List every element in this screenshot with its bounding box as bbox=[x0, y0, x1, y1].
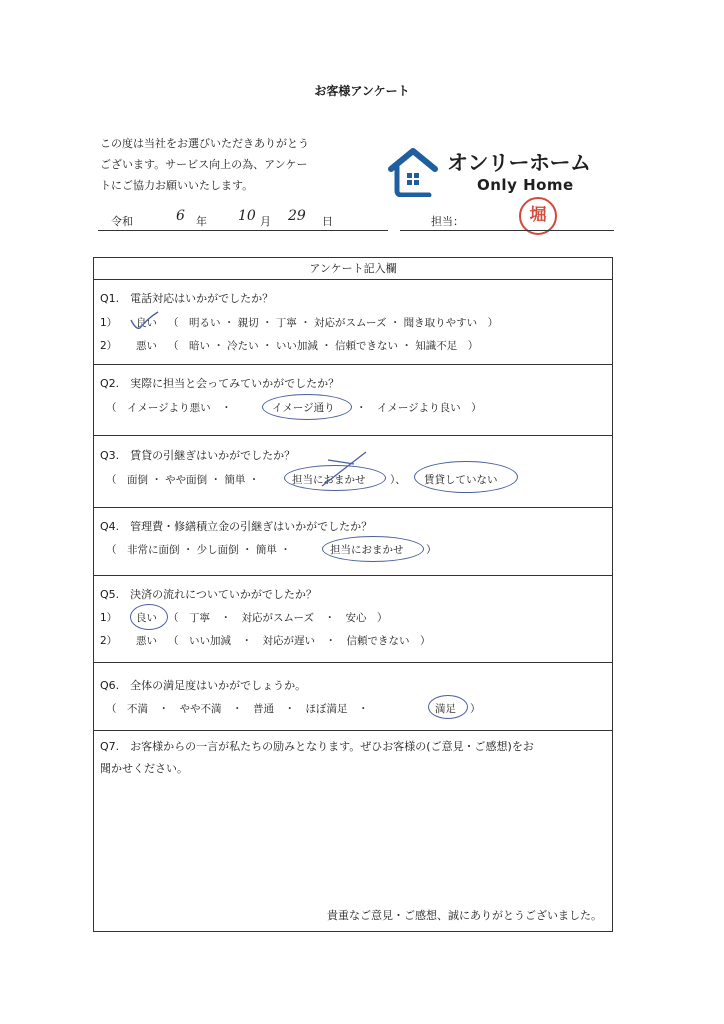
selected-circle bbox=[414, 461, 518, 493]
q3-option-crossed[interactable]: 担当におまかせ bbox=[292, 474, 366, 486]
q1-question: Q1. 電話対応はいかがでしたか？ bbox=[100, 292, 274, 305]
q6-option-selected[interactable]: 満足 bbox=[435, 703, 456, 715]
q3-option-prefix: （ 面倒 ・ やや面倒 ・ 簡単 ・ bbox=[106, 474, 260, 486]
q2-option-selected[interactable]: イメージ通り bbox=[272, 402, 335, 414]
q5-option1-number: 1） bbox=[100, 612, 118, 624]
question-divider bbox=[94, 730, 612, 731]
q2-question: Q2. 実際に担当と会ってみていかがでしたか？ bbox=[100, 377, 340, 390]
date-year-unit: 年 bbox=[196, 215, 207, 228]
greeting-line: この度は当社をお選びいただきありがとう bbox=[100, 137, 309, 150]
q4-option-prefix: （ 非常に面倒 ・ 少し面倒 ・ 簡単 ・ bbox=[106, 544, 291, 556]
q4-option-suffix: ） bbox=[426, 544, 437, 556]
footer-thanks: 貴重なご意見・ご感想、誠にありがとうございました。 bbox=[327, 909, 602, 922]
q1-option1-label[interactable]: 良い bbox=[136, 317, 157, 329]
date-day-unit: 日 bbox=[322, 215, 333, 228]
q7-question-line2: 聞かせください。 bbox=[100, 762, 188, 775]
greeting-line: ございます。サービス向上の為、アンケー bbox=[100, 158, 308, 171]
cross-out-icon bbox=[314, 448, 374, 488]
q1-option2-detail: （ 暗い ・ 冷たい ・ いい加減 ・ 信頼できない ・ 知識不足 ） bbox=[168, 340, 479, 352]
selected-circle bbox=[428, 695, 468, 719]
q6-option-prefix: （ 不満 ・ やや不満 ・ 普通 ・ ほぼ満足 ・ bbox=[106, 703, 369, 715]
date-underline bbox=[98, 230, 388, 231]
selected-circle bbox=[130, 604, 168, 630]
q3-question: Q3. 賃貸の引継ぎはいかがでしたか？ bbox=[100, 449, 296, 462]
question-divider bbox=[94, 435, 612, 436]
q4-question: Q4. 管理費・修繕積立金の引継ぎはいかがでしたか？ bbox=[100, 520, 373, 533]
q1-option2-label[interactable]: 悪い bbox=[136, 340, 157, 352]
q5-option1-detail: （ 丁寧 ・ 対応がスムーズ ・ 安心 ） bbox=[168, 612, 388, 624]
date-month: 10 bbox=[238, 208, 256, 224]
date-era: 令和 bbox=[111, 215, 133, 228]
tanto-label: 担当： bbox=[431, 215, 464, 228]
q6-question: Q6. 全体の満足度はいかがでしょうか。 bbox=[100, 679, 307, 692]
q6-option-suffix: ） bbox=[470, 703, 481, 715]
q1-option2-number: 2） bbox=[100, 340, 118, 352]
check-mark-icon bbox=[128, 310, 160, 332]
q2-option-suffix: ・ イメージより良い ） bbox=[356, 402, 482, 414]
page-title: お客様アンケート bbox=[314, 84, 410, 98]
logo-japanese-name: オンリーホーム bbox=[447, 151, 591, 175]
q4-option-selected[interactable]: 担当におまかせ bbox=[330, 544, 404, 556]
date-month-unit: 月 bbox=[260, 215, 271, 228]
question-divider bbox=[94, 364, 612, 365]
selected-circle bbox=[322, 536, 424, 562]
company-logo bbox=[385, 145, 615, 197]
hanko-stamp: 堀 bbox=[519, 197, 557, 235]
greeting-text bbox=[100, 133, 380, 196]
selected-circle bbox=[262, 394, 352, 420]
survey-form bbox=[93, 257, 613, 932]
q5-option2-detail: （ いい加減 ・ 対応が遅い ・ 信頼できない ） bbox=[168, 635, 431, 647]
q2-option-prefix: （ イメージより悪い ・ bbox=[106, 402, 232, 414]
q3-option-separator: ）、 bbox=[390, 474, 406, 486]
date-year: 6 bbox=[176, 208, 185, 224]
date-day: 29 bbox=[288, 208, 306, 224]
question-divider bbox=[94, 507, 612, 508]
q5-option2-label[interactable]: 悪い bbox=[136, 635, 157, 647]
tanto-underline bbox=[400, 230, 614, 231]
q5-option1-label[interactable]: 良い bbox=[136, 612, 157, 624]
q1-option1-detail: （ 明るい ・ 親切 ・ 丁寧 ・ 対応がスムーズ ・ 聞き取りやすい ） bbox=[168, 317, 499, 329]
logo-english-name: Only Home bbox=[477, 176, 574, 194]
q1-option1-number: 1） bbox=[100, 317, 118, 329]
greeting-line: トにご協力お願いいたします。 bbox=[100, 179, 254, 192]
section-title: アンケート記入欄 bbox=[94, 258, 612, 280]
house-logo-icon bbox=[385, 145, 441, 197]
q7-question-line1: Q7. お客様からの一言が私たちの励みとなります。ぜひお客様の(ご意見・ご感想)をお bbox=[100, 740, 534, 753]
question-divider bbox=[94, 662, 612, 663]
q3-option-selected[interactable]: 賃貸していない bbox=[424, 474, 498, 486]
question-divider bbox=[94, 575, 612, 576]
q5-question: Q5. 決済の流れについていかがでしたか？ bbox=[100, 588, 317, 601]
q5-option2-number: 2） bbox=[100, 635, 118, 647]
